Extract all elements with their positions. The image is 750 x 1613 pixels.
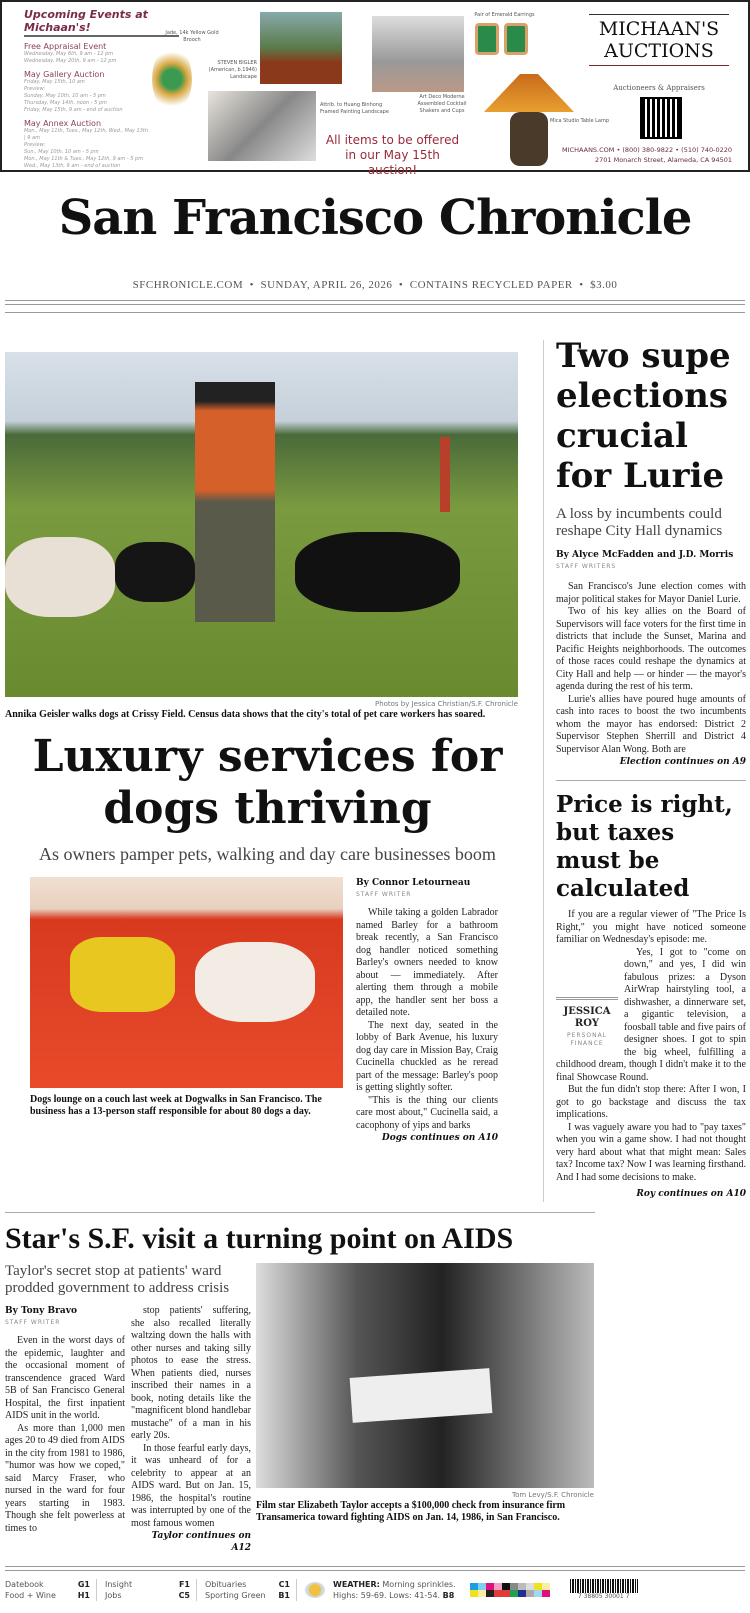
bigler-label: STEVEN BIGLER (American, b.1946) Landscape xyxy=(208,60,257,80)
divider xyxy=(5,300,745,301)
barcode xyxy=(570,1579,638,1593)
columnist-name: JESSICA ROY xyxy=(563,1005,611,1029)
paragraph: I was vaguely aware you had to "pay taxes" when you win a game show. I had not thought very hard about what that might mean: Sales tax? Income tax? Now I was learning firsthand. And I had some decisions to make. xyxy=(556,1121,746,1183)
index-section: Obituaries xyxy=(205,1580,247,1589)
golden-gate-bridge xyxy=(440,437,450,512)
color-swatch xyxy=(510,1583,518,1590)
photo2-block xyxy=(30,877,343,1144)
paragraph: As more than 1,000 men ages 20 to 49 died from AIDS in the city from 1981 to 1986, "humor was how we coped," said Marcy Fraser, who nursed in the ward for four years starting in 1983. Though she felt powerless at times to xyxy=(5,1422,125,1534)
qr-code[interactable] xyxy=(642,99,680,137)
footer xyxy=(5,1579,745,1609)
barcode-block xyxy=(570,1579,638,1601)
ad-event-detail: Wednesday, May 6th, 9 am - 12 pm xyxy=(24,51,114,57)
story-body xyxy=(556,581,746,756)
paragraph: Lurie's allies have poured huge amounts of cash into races to boost the two incumbents whom the mayor has endorsed: District 2 Supervisor Stephen Sherrill and District 4 Supervisor Alan Wong. Both are xyxy=(556,693,746,755)
color-swatch xyxy=(510,1590,518,1597)
brooch-image xyxy=(152,46,192,112)
color-swatch xyxy=(486,1583,494,1590)
index-section: Datebook xyxy=(5,1580,44,1589)
divider xyxy=(5,304,745,305)
price-headline[interactable]: Price is right, but taxes must be calculated xyxy=(556,791,733,902)
byline: By Alyce McFadden and J.D. Morris xyxy=(556,550,734,560)
color-swatch xyxy=(526,1590,534,1597)
photo-caption: Film star Elizabeth Taylor accepts a $100,000 check from insurance firm Transamerica toward fighting AIDS on Jan. 14, 1986, in San Francisco. xyxy=(256,1500,566,1523)
color-swatch xyxy=(542,1590,550,1597)
divider xyxy=(5,1570,745,1571)
ad-title: Upcoming Events at Michaan's! xyxy=(24,8,179,37)
color-swatch xyxy=(534,1590,542,1597)
aids-columns xyxy=(5,1305,251,1554)
ad-event-detail: Mon., May 11th, Tues., May 12th, Wed., May 13th | 9 am xyxy=(24,128,149,141)
ad-event-detail: Preview: xyxy=(24,86,46,92)
divider xyxy=(556,780,746,781)
byline-role: STAFF WRITER xyxy=(356,891,412,898)
index-page: G1 xyxy=(77,1580,90,1589)
index-item[interactable] xyxy=(5,1579,90,1590)
index-section: Food + Wine xyxy=(5,1591,56,1600)
index-column xyxy=(105,1579,197,1601)
weather: WEATHER: Morning sprinkles. Highs: 59-69. Lows: 41-54. B8 xyxy=(333,1580,456,1600)
lamp-label: Mica Studio Table Lamp xyxy=(550,118,610,124)
color-swatch xyxy=(486,1590,494,1597)
dog xyxy=(195,942,315,1022)
aids-row xyxy=(5,1263,745,1554)
index-item[interactable] xyxy=(5,1590,90,1601)
color-swatch xyxy=(542,1583,550,1590)
color-registration-bars xyxy=(470,1583,554,1597)
right-column xyxy=(556,336,746,1200)
weather-icon xyxy=(305,1582,325,1598)
lead-photo-dogs[interactable] xyxy=(5,352,518,697)
color-swatch xyxy=(494,1590,502,1597)
photo2-caption: Dogs lounge on a couch last week at Dogwalks in San Francisco. The business has a 13-person staff responsible for about 80 dogs a day. xyxy=(30,1094,322,1117)
ad-event-detail: Thursday, May 14th, noon - 5 pm xyxy=(24,100,107,106)
paragraph: But the fun didn't stop there: After I won, I got to go backstage and discuss the tax implications. xyxy=(556,1084,746,1120)
earrings-label: Pair of Emerald Earrings xyxy=(474,12,535,18)
ad-event-name: May Annex Auction xyxy=(24,119,102,128)
dogs-couch-photo[interactable] xyxy=(30,877,343,1088)
photo-credit: Photos by Jessica Christian/S.F. Chronicle xyxy=(374,700,518,708)
ad-event-detail: Sunday, May 10th, 10 am - 5 pm xyxy=(24,93,106,99)
taylor-photo-block xyxy=(256,1263,594,1554)
michaans-logo: MICHAAN'S AUCTIONS xyxy=(589,14,729,66)
ink-painting xyxy=(208,91,316,161)
ad-event xyxy=(24,70,149,114)
lamp-shade xyxy=(484,74,574,112)
aids-story-col2 xyxy=(131,1305,251,1554)
color-swatch xyxy=(526,1583,534,1590)
paragraph: Yes, I got to "come on down," and yes, I did win fabulous prizes: a Dyson AirWrap hairstyling tool, a dishwasher, a dinnerware set, a gigantic television, a foosball table and five pairs of designer shoes. I got to spin the big wheel, fulfilling a childhood dream, though I didn't make it to the final Showcase Round. xyxy=(556,946,746,1083)
paragraph: "This is the thing our clients care most about," Cucinella said, a cacophony of yips and barks xyxy=(356,1094,498,1131)
barcode-number: 7 38805 30001 7 xyxy=(577,1593,630,1600)
story-body xyxy=(556,909,746,1184)
index-page: C1 xyxy=(278,1580,290,1589)
jump-link[interactable]: Dogs continues on A10 xyxy=(381,1133,498,1143)
ad-event-detail: Sun., May 10th, 10 am - 5 pm xyxy=(24,149,99,155)
column-name: PERSONAL FINANCE xyxy=(566,1031,608,1047)
byline: By Tony Bravo xyxy=(5,1306,77,1316)
dog-walker xyxy=(195,382,275,622)
promo-text: All items to be offered in our May 15th auction! xyxy=(325,133,460,177)
cocktail-label: Art Deco Moderne Assembled Cocktail Shakers and Cups xyxy=(417,94,467,114)
check xyxy=(350,1368,493,1423)
index-item[interactable] xyxy=(205,1590,290,1601)
paragraph: stop patients' suffering, she also recalled literally waltzing down the halls with other nurses and taking silly photos to ease the stress. When patients died, nurses inscribed their names in a book, noting details like the "magnificent blond handlebar mustache" of a man in his early 20s. xyxy=(131,1305,251,1441)
paragraph: San Francisco's June election comes with major political stakes for Mayor Daniel Lurie. xyxy=(556,581,746,605)
price-story[interactable] xyxy=(556,791,746,1200)
color-swatch xyxy=(470,1583,478,1590)
color-swatch xyxy=(502,1590,510,1597)
paragraph: While taking a golden Labrador named Barley for a bathroom break recently, a San Francisco dog handler noticed something Barley's owners needed to know about — immediately. After alerting them through a mobile app, the handler sent her boss a detailed note. xyxy=(356,907,498,1018)
index-page: F1 xyxy=(178,1580,190,1589)
color-swatch xyxy=(502,1583,510,1590)
jump-link[interactable]: Roy continues on A10 xyxy=(636,1189,746,1199)
ad-contact: MICHAANS.COM • (800) 380-9822 • (510) 740-0220 2701 Monarch Street, Alameda, CA 94501 xyxy=(562,146,732,164)
index-page: H1 xyxy=(77,1591,90,1600)
michaans-ad[interactable] xyxy=(0,0,750,177)
story-body xyxy=(131,1305,251,1530)
color-swatch xyxy=(518,1583,526,1590)
index-section: Jobs xyxy=(105,1591,122,1600)
election-headline[interactable]: Two supe elections crucial for Lurie xyxy=(556,336,731,496)
lead-headline[interactable]: Luxury services for dogs thriving xyxy=(32,731,503,834)
story-body xyxy=(356,907,498,1132)
index-item[interactable] xyxy=(205,1579,290,1590)
aids-section xyxy=(5,1212,745,1609)
ad-event-name: Free Appraisal Event xyxy=(24,42,107,51)
index-column xyxy=(205,1579,297,1601)
election-deck: A loss by incumbents could reshape City Hall dynamics xyxy=(556,506,723,539)
ad-event-detail: Wednesday, May 20th, 9 am - 12 pm xyxy=(24,58,117,64)
jump-link[interactable]: Taylor continues on A12 xyxy=(151,1531,251,1553)
color-swatch xyxy=(518,1590,526,1597)
paragraph: In those fearful early days, it was unheard of for a celebrity to appear at an AIDS ward. But on Jan. 15, 1986, the hospital's routine was interrupted by one of the most famous women xyxy=(131,1442,251,1529)
index-page: C5 xyxy=(178,1591,190,1600)
jump-link[interactable]: Election continues on A9 xyxy=(619,757,746,767)
painting-label: Attrib. to Huang Binhong Framed Painting Landscape xyxy=(320,102,389,115)
index-item[interactable] xyxy=(105,1579,190,1590)
dog xyxy=(5,537,115,617)
ad-event-detail: Mon., May 11th & Tues., May 12th, 9 am - 5 pm xyxy=(24,156,144,162)
columnist-sig xyxy=(556,997,618,1048)
index-section: Sporting Green xyxy=(205,1591,266,1600)
ad-event-detail: Friday, May 15th, 10 am xyxy=(24,79,85,85)
index-item[interactable] xyxy=(105,1590,190,1601)
bigler-painting xyxy=(260,12,342,84)
ad-event-detail: Friday, May 15th, 9 am - end of auction xyxy=(24,107,123,113)
masthead-info: SFCHRONICLE.COM • SUNDAY, APRIL 26, 2026 • CONTAINS RECYCLED PAPER • $3.00 xyxy=(132,279,618,291)
ad-tagline: Auctioneers & Appraisers xyxy=(613,84,705,92)
paragraph: Even in the worst days of the epidemic, laughter and the occasional moment of transcendence graced Ward 5B of San Francisco General Hospital, the first inpatient AIDS unit in the world. xyxy=(5,1335,125,1421)
ad-event xyxy=(24,42,149,65)
section-index xyxy=(5,1579,297,1601)
brooch-label: Jade, 14k Yellow Gold Brooch xyxy=(165,30,219,43)
color-swatch xyxy=(470,1590,478,1597)
paragraph: Two of his key allies on the Board of Supervisors will face voters for the first time in districts that include the Sunset, Marina and Pacific Heights neighborhoods. The outcomes of those races could reshape the dynamics at City Hall and help — or hinder — the mayor's agenda during the rest of his term. xyxy=(556,606,746,692)
photo-caption: Annika Geisler walks dogs at Crissy Field. Census data shows that the city's total of pet care workers has soared. xyxy=(5,709,486,720)
paragraph: If you are a regular viewer of "The Price Is Right," you might have noticed someone familiar on Wednesday's episode: me. xyxy=(556,909,746,945)
color-swatch xyxy=(478,1583,486,1590)
lead-deck: As owners pamper pets, walking and day care businesses boom xyxy=(39,844,496,864)
index-column xyxy=(5,1579,97,1601)
cocktail-image xyxy=(372,16,464,92)
dog-in-raincoat xyxy=(70,937,175,1012)
taylor-photo[interactable] xyxy=(256,1263,594,1488)
aids-deck: Taylor's secret stop at patients' ward prodded government to address crisis xyxy=(5,1263,230,1296)
lead-subrow xyxy=(5,877,530,1144)
lead-section xyxy=(5,352,530,1144)
color-swatch xyxy=(478,1590,486,1597)
paragraph: The next day, seated in the lobby of Bark Avenue, his luxury dog day care in Mission Bay, Craig Cucinella chuckled as he reread part of the message: Barley's poop is getting slightly softer. xyxy=(356,1019,498,1093)
ad-event xyxy=(24,119,149,170)
byline-role: STAFF WRITERS xyxy=(556,563,617,570)
index-page: B1 xyxy=(278,1591,290,1600)
divider xyxy=(5,312,745,313)
color-swatch xyxy=(534,1583,542,1590)
story-body xyxy=(5,1335,125,1535)
photo-credit: Tom Levy/S.F. Chronicle xyxy=(512,1491,594,1499)
ad-event-detail: Preview: xyxy=(24,142,46,148)
election-story[interactable] xyxy=(556,336,746,768)
earring-right xyxy=(504,23,528,55)
byline: By Connor Letourneau xyxy=(356,878,471,888)
divider xyxy=(5,1566,745,1567)
aids-story-col1 xyxy=(5,1305,125,1554)
earring-left xyxy=(475,23,499,55)
color-swatch xyxy=(494,1583,502,1590)
dog xyxy=(295,532,460,612)
aids-text xyxy=(5,1263,251,1554)
aids-headline[interactable]: Star's S.F. visit a turning point on AIDS xyxy=(5,1222,514,1255)
lead-story[interactable] xyxy=(356,877,498,1144)
masthead-title[interactable]: San Francisco Chronicle xyxy=(58,190,692,246)
byline-role: STAFF WRITER xyxy=(5,1319,61,1326)
dog xyxy=(115,542,195,602)
ad-event-name: May Gallery Auction xyxy=(24,70,105,79)
ad-event-detail: Wed., May 13th, 9 am - end of auction xyxy=(24,163,121,169)
index-section: Insight xyxy=(105,1580,133,1589)
divider xyxy=(5,1212,595,1213)
column-rule xyxy=(543,340,544,1202)
